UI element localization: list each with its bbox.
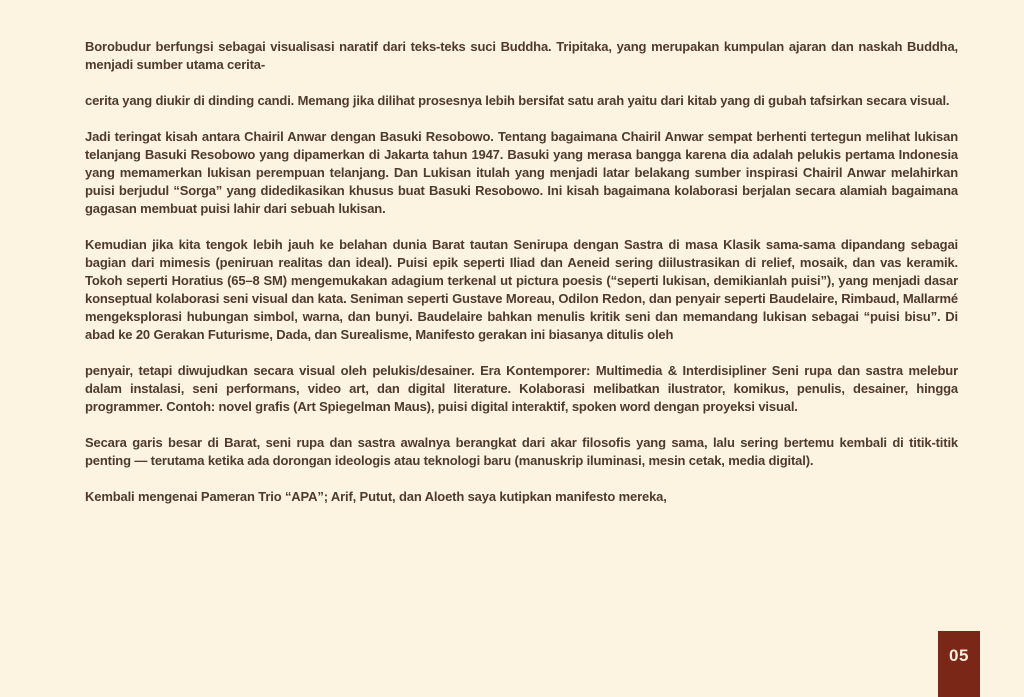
paragraph: Kemudian jika kita tengok lebih jauh ke belahan dunia Barat tautan Senirupa dengan Sastra di masa Klasik sama-sama dipandang sebagai bagian dari mimesis (peniruan realitas dan ideal). Puisi epik seperti Iliad dan Aeneid sering diilustrasikan di relief, mosaik, dan vas keramik. Tokoh seperti Horatius (65–8 SM) mengemukakan adagium terkenal ut pictura poesis (“seperti lukisan, demikianlah puisi”), yang menjadi dasar konseptual kolaborasi seni visual dan kata. Seniman seperti Gustave Moreau, Odilon Redon, dan penyair seperti Baudelaire, Rimbaud, Mallarmé mengeksplorasi hubungan simbol, warna, dan bunyi. Baudelaire bahkan menulis kritik seni dan memandang lukisan sebagai “puisi bisu”. Di abad ke 20 Gerakan Futurisme, Dada, dan Surealisme, Manifesto gerakan ini biasanya ditulis oleh	[85, 237, 958, 342]
paragraph: cerita yang diukir di dinding candi. Memang jika dilihat prosesnya lebih bersifat satu arah yaitu dari kitab yang di gubah tafsirkan secara visual.	[85, 93, 950, 108]
page-number: 05	[949, 646, 969, 665]
paragraph: Jadi teringat kisah antara Chairil Anwar dengan Basuki Resobowo. Tentang bagaimana Chairil Anwar sempat berhenti tertegun melihat lukisan telanjang Basuki Resobowo yang dipamerkan di Jakarta tahun 1947. Basuki yang merasa bangga karena dia adalah pelukis pertama Indonesia yang memamerkan lukisan perempuan telanjang. Dan Lukisan itulah yang menjadi latar belakang sumber inspirasi Chairil Anwar melahirkan puisi berjudul “Sorga” yang didedikasikan khusus buat Basuki Resobowo. Ini kisah bagaimana kolaborasi berjalan secara alamiah bagaimana gagasan membuat puisi lahir dari sebuah lukisan.	[85, 129, 958, 216]
paragraph: Borobudur berfungsi sebagai visualisasi naratif dari teks-teks suci Buddha. Tripitaka, yang merupakan kumpulan ajaran dan naskah Buddha, menjadi sumber utama cerita-	[85, 39, 958, 72]
page-number-badge	[938, 631, 980, 697]
paragraph: penyair, tetapi diwujudkan secara visual oleh pelukis/desainer. Era Kontemporer: Multimedia & Interdisipliner Seni rupa dan sastra melebur dalam instalasi, seni performans, video art, dan digital literature. Kolaborasi melibatkan ilustrator, komikus, penulis, desainer, hingga programmer. Contoh: novel grafis (Art Spiegelman Maus), puisi digital interaktif, spoken word dengan proyeksi visual.	[85, 363, 958, 414]
paragraph: Secara garis besar di Barat, seni rupa dan sastra awalnya berangkat dari akar filosofis yang sama, lalu sering bertemu kembali di titik-titik penting — terutama ketika ada dorongan ideologis atau teknologi baru (manuskrip iluminasi, mesin cetak, media digital).	[85, 435, 958, 468]
essay-text-block	[85, 38, 958, 524]
paragraph: Kembali mengenai Pameran Trio “APA”; Arif, Putut, dan Aloeth saya kutipkan manifesto mereka,	[85, 489, 667, 504]
